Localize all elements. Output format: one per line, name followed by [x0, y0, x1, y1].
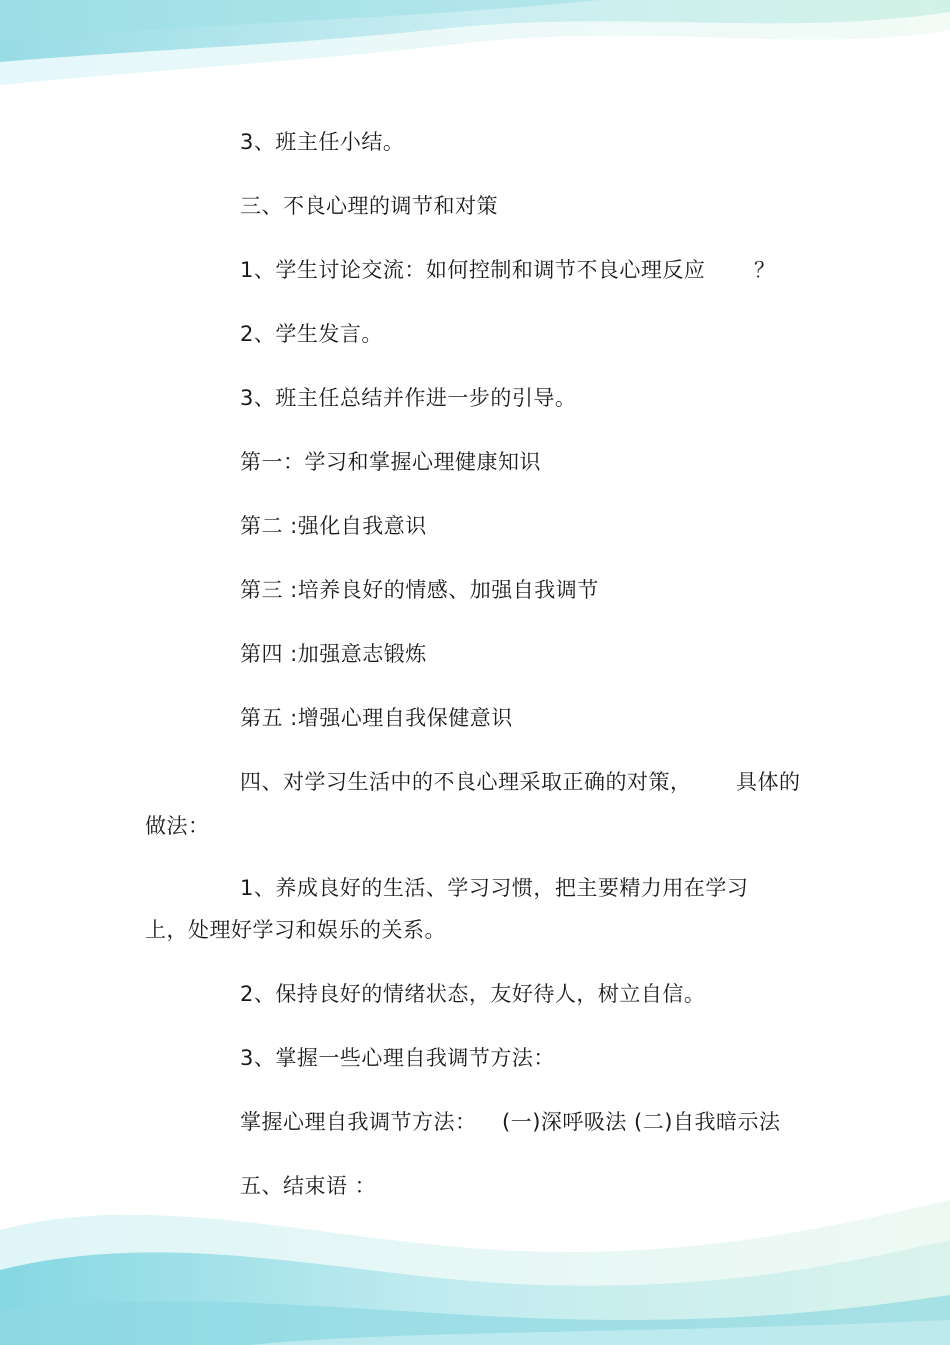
text-line: 第五 :增强心理自我保健意识 — [240, 706, 513, 730]
text-line: 1、养成良好的生活、学习习惯，把主要精力用在学习 — [240, 876, 749, 900]
text-segment: ？ — [754, 258, 776, 282]
text-line: 3、班主任总结并作进一步的引导。 — [240, 386, 577, 410]
text-line: 第二 :强化自我意识 — [240, 514, 427, 538]
text-line: 掌握心理自我调节方法： — [240, 1110, 477, 1134]
text-line: 2、保持良好的情绪状态，友好待人，树立自信。 — [240, 982, 706, 1006]
text-line: 第一：学习和掌握心理健康知识 — [240, 450, 541, 474]
text-segment: 1、学生讨论交流：如何控制和调节不良心理反应 — [240, 258, 706, 282]
section-heading: 五、结束语 ： — [240, 1174, 377, 1198]
text-line — [240, 256, 705, 284]
section-heading: 三、不良心理的调节和对策 — [240, 194, 498, 218]
text-segment: (一)深呼吸法 (二)自我暗示法 — [502, 1110, 781, 1134]
text-line: 第三 :培养良好的情感、加强自我调节 — [240, 578, 599, 602]
text-line: 3、掌握一些心理自我调节方法： — [240, 1046, 555, 1070]
section-heading: 四、对学习生活中的不良心理采取正确的对策， — [240, 770, 692, 794]
text-segment: 具体的 — [736, 770, 801, 794]
text-line: 第四 :加强意志锻炼 — [240, 642, 427, 666]
text-line: 做法： — [145, 814, 210, 838]
text-line: 2、学生发言。 — [240, 322, 383, 346]
text-line: 3、班主任小结。 — [240, 130, 405, 154]
text-line: 上，处理好学习和娱乐的关系。 — [145, 918, 446, 942]
